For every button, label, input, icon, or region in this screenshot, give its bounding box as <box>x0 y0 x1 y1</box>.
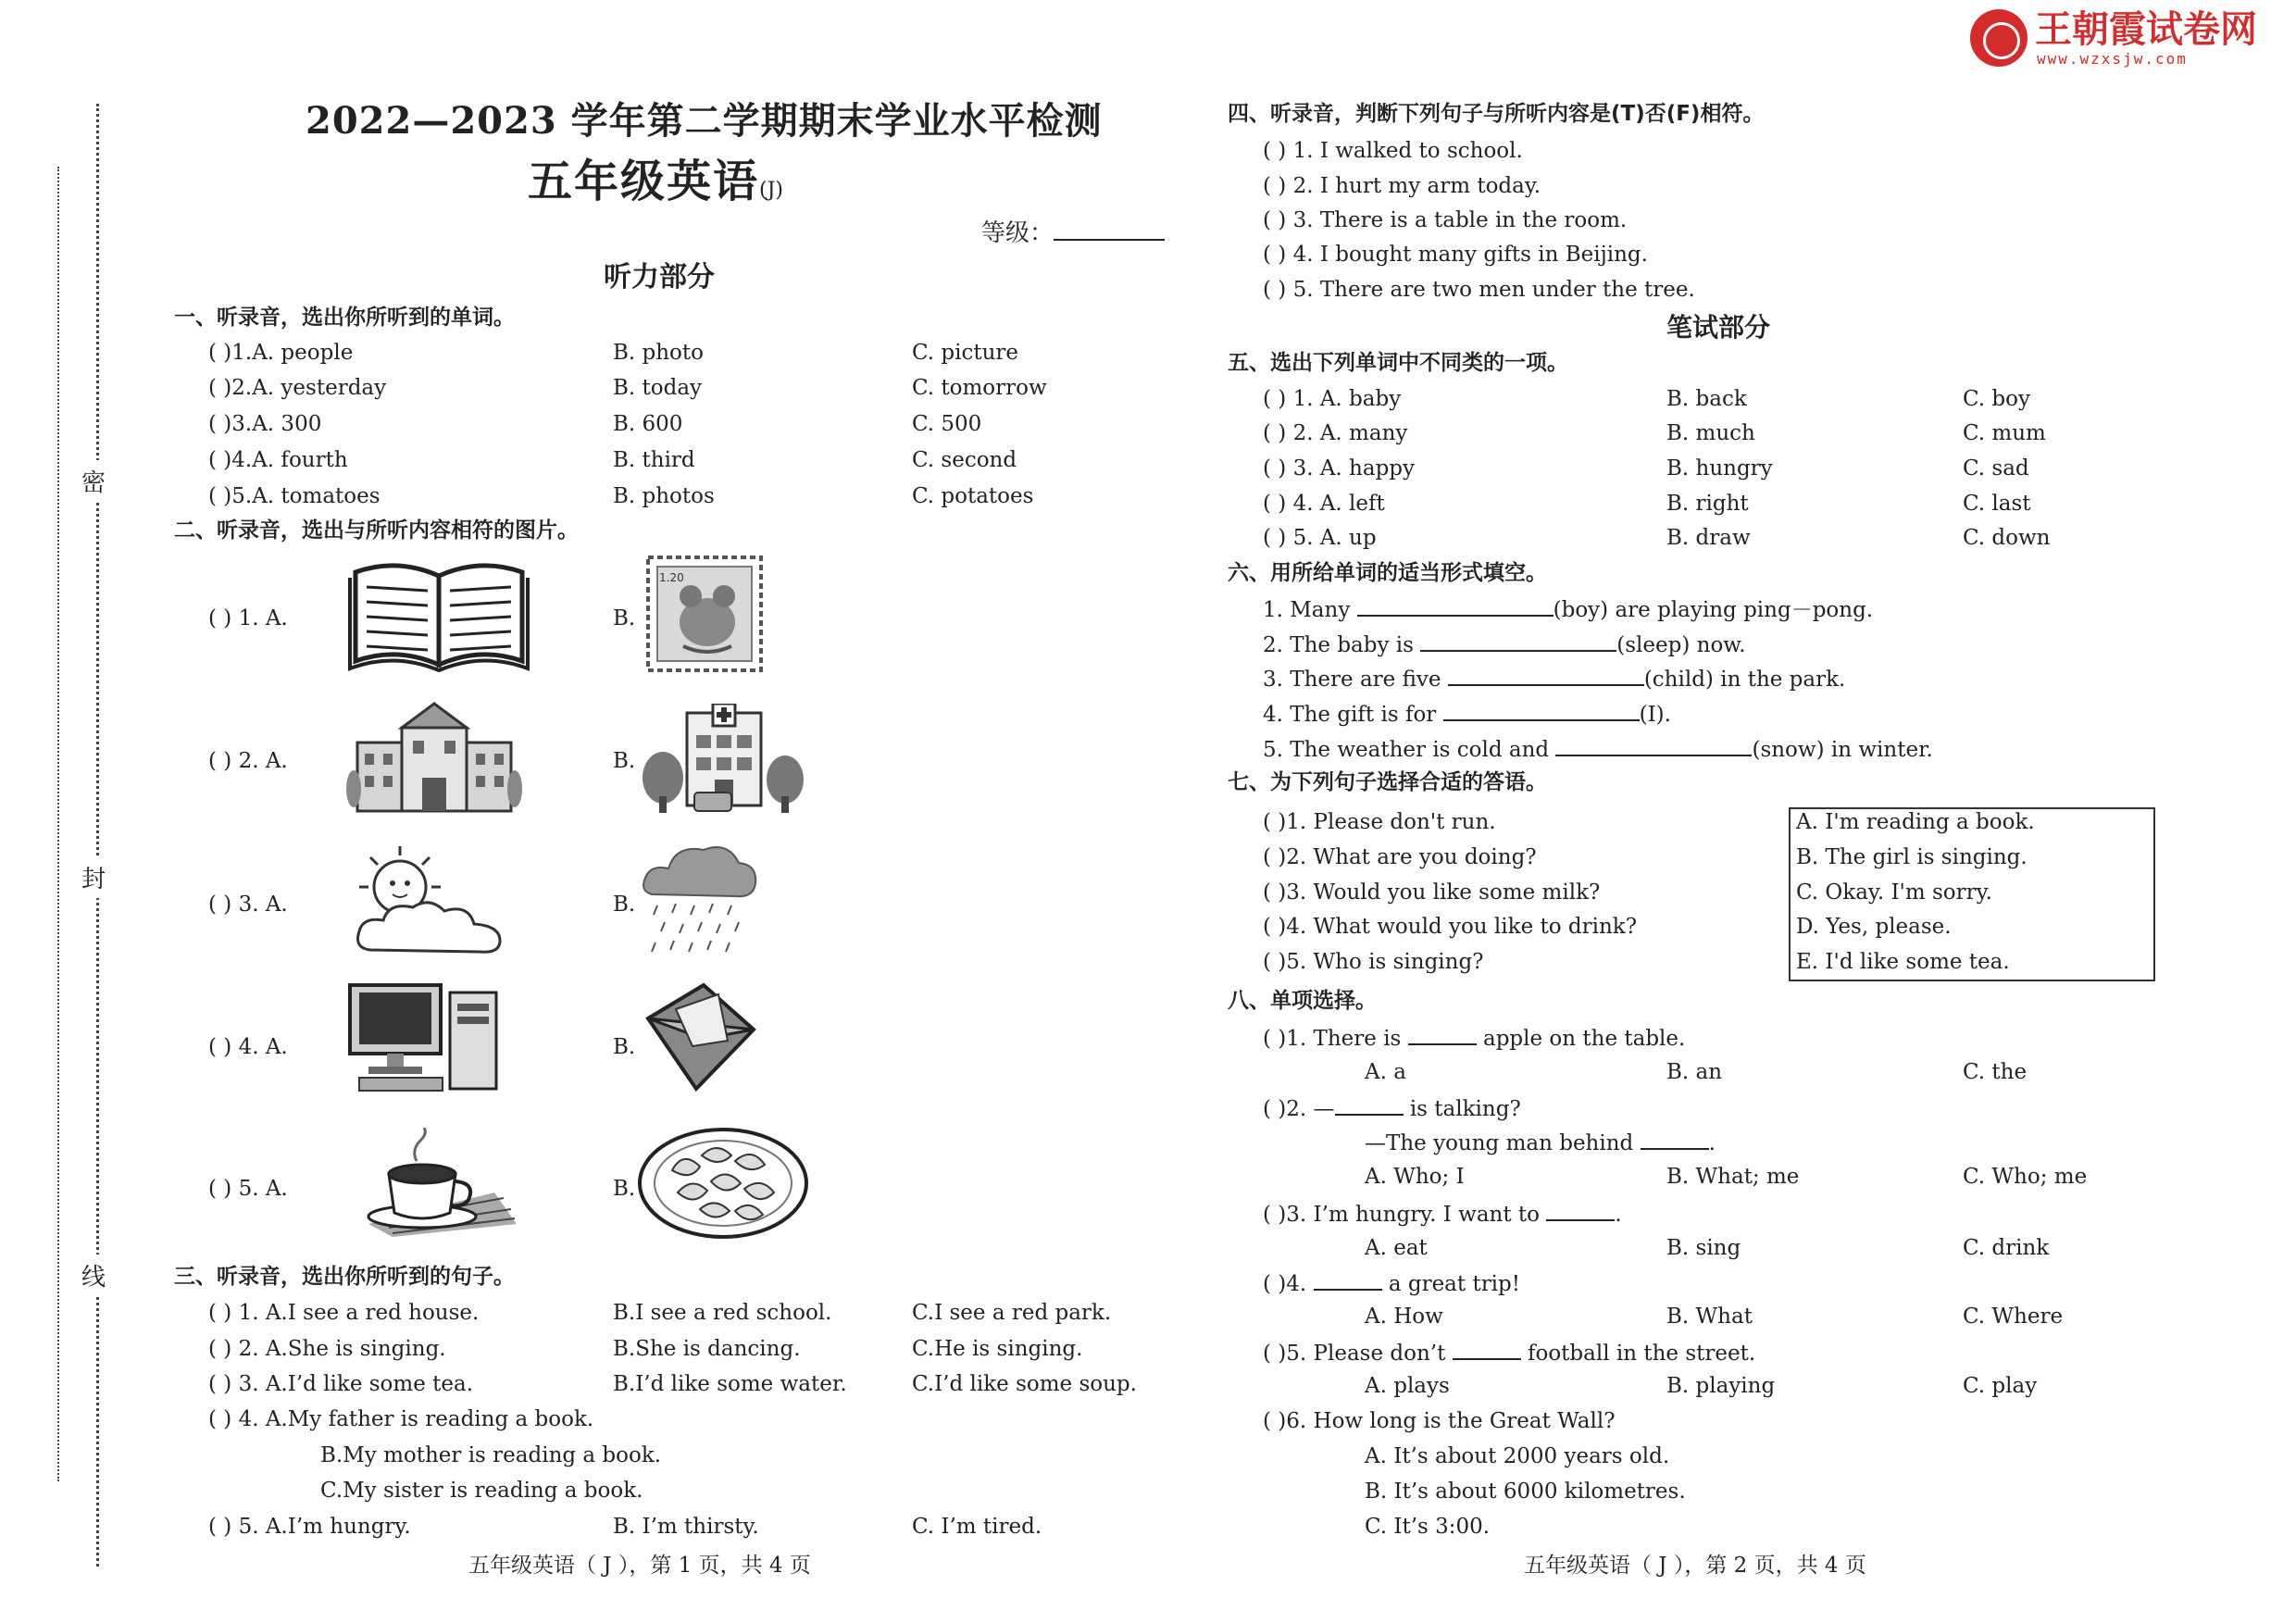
s8-q3-c: C. drink <box>1963 1236 2050 1260</box>
footer-left: 五年级英语（ J ），第 1 页，共 4 页 <box>468 1554 811 1578</box>
section-1-title: 一、听录音，选出你所听到的单词。 <box>174 306 515 330</box>
s1-q3: ( )3.A. 300 <box>208 412 322 436</box>
s6-q1-blank[interactable] <box>1357 594 1554 617</box>
s2-q4-b: B. <box>613 1035 636 1059</box>
s8-q2: ( )2. — is talking? <box>1263 1093 1521 1123</box>
book-icon <box>346 556 531 674</box>
s4-q2: ( ) 2. I hurt my arm today. <box>1263 174 1541 198</box>
s7-answer-e: E. I'd like some tea. <box>1796 950 2010 974</box>
listening-title: 听力部分 <box>604 261 715 293</box>
s1-q5: ( )5.A. tomatoes <box>208 484 381 508</box>
s1-q5-b: B. photos <box>613 484 715 508</box>
s7-answer-a: A. I'm reading a book. <box>1796 810 2035 834</box>
s5-q4-b: B. right <box>1666 492 1749 516</box>
s5-q4: ( ) 4. A. left <box>1263 492 1385 516</box>
section-6-title: 六、用所给单词的适当形式填空。 <box>1228 561 1547 585</box>
s1-q2-c: C. tomorrow <box>912 376 1047 400</box>
s2-q3-b: B. <box>613 893 636 917</box>
s6-q2-blank[interactable] <box>1420 630 1616 652</box>
s2-q1: ( ) 1. A. <box>208 606 288 630</box>
s6-q2: 2. The baby is (sleep) now. <box>1263 630 1746 659</box>
s1-q4-c: C. second <box>912 448 1017 472</box>
s8-q4-blank[interactable] <box>1314 1268 1382 1291</box>
s8-q3: ( )3. I’m hungry. I want to . <box>1263 1199 1622 1229</box>
footer-right: 五年级英语（ J ），第 2 页，共 4 页 <box>1524 1554 1866 1578</box>
s8-q2-b: B. What; me <box>1666 1165 1800 1189</box>
s3-q5-b: B. I’m thirsty. <box>613 1515 759 1539</box>
grade-field[interactable]: 等级： <box>981 218 1165 247</box>
s2-q4: ( ) 4. A. <box>208 1035 288 1059</box>
s4-q5: ( ) 5. There are two men under the tree. <box>1263 278 1695 302</box>
s8-q5-b: B. playing <box>1666 1374 1776 1398</box>
brand-name: 王朝霞试卷网 <box>2035 8 2257 51</box>
s3-q5: ( ) 5. A.I’m hungry. <box>208 1515 411 1539</box>
s6-q4: 4. The gift is for (I). <box>1263 699 1671 729</box>
s8-q5-a: A. plays <box>1365 1374 1450 1398</box>
s1-q1: ( )1.A. people <box>208 341 354 365</box>
s3-q4: ( ) 4. A.My father is reading a book. <box>208 1407 594 1431</box>
s2-q3: ( ) 3. A. <box>208 893 288 917</box>
s2-q5-b: B. <box>613 1177 636 1201</box>
hospital-icon <box>641 704 807 815</box>
stamp-value: 1.20 <box>659 571 684 584</box>
s8-q4-c: C. Where <box>1963 1305 2064 1329</box>
dumplings-icon <box>635 1124 811 1241</box>
s1-q4-b: B. third <box>613 448 695 472</box>
s7-q2: ( )2. What are you doing? <box>1263 845 1537 869</box>
s1-q5-c: C. potatoes <box>912 484 1034 508</box>
s6-q4-blank[interactable] <box>1443 699 1640 721</box>
s7-answer-b: B. The girl is singing. <box>1796 845 2028 869</box>
s5-q4-c: C. last <box>1963 492 2031 516</box>
s8-q4-a: A. How <box>1365 1305 1443 1329</box>
s3-q2-c: C.He is singing. <box>912 1337 1083 1361</box>
s5-q2-c: C. mum <box>1963 421 2046 445</box>
s7-q1: ( )1. Please don't run. <box>1263 810 1496 834</box>
tea-cup-icon <box>346 1128 522 1239</box>
rain-icon <box>639 837 759 961</box>
school-icon <box>346 700 522 813</box>
s1-q4: ( )4.A. fourth <box>208 448 348 472</box>
s8-q6-a: A. It’s about 2000 years old. <box>1365 1444 1670 1468</box>
binding-xian: 线 <box>81 1255 106 1296</box>
envelope-icon <box>639 981 759 1092</box>
exam-subtitle: 五年级英语(J) <box>528 156 784 207</box>
s7-q3: ( )3. Would you like some milk? <box>1263 880 1601 905</box>
s6-q3-blank[interactable] <box>1448 664 1644 686</box>
s8-q3-blank[interactable] <box>1546 1199 1615 1221</box>
stamp-icon <box>646 556 763 672</box>
s7-q5: ( )5. Who is singing? <box>1263 950 1484 974</box>
section-2-title: 二、听录音，选出与所听内容相符的图片。 <box>174 518 579 543</box>
s3-q4-b: B.My mother is reading a book. <box>320 1443 662 1467</box>
s8-q1-b: B. an <box>1666 1060 1723 1084</box>
s8-q2-blank2[interactable] <box>1641 1128 1709 1150</box>
seal-icon <box>1970 9 2028 67</box>
brand-logo <box>1970 9 2266 67</box>
s7-answer-d: D. Yes, please. <box>1796 915 1952 939</box>
s8-q6: ( )6. How long is the Great Wall? <box>1263 1409 1616 1433</box>
s5-q1-c: C. boy <box>1963 387 2030 411</box>
s8-q6-b: B. It’s about 6000 kilometres. <box>1365 1479 1686 1504</box>
s8-q6-c: C. It’s 3:00. <box>1365 1515 1491 1539</box>
s3-q5-c: C. I’m tired. <box>912 1515 1042 1539</box>
s7-q4: ( )4. What would you like to drink? <box>1263 915 1638 939</box>
s5-q3: ( ) 3. A. happy <box>1263 456 1416 481</box>
s5-q2-b: B. much <box>1666 421 1755 445</box>
s5-q3-b: B. hungry <box>1666 456 1773 481</box>
s3-q4-c: C.My sister is reading a book. <box>320 1479 643 1503</box>
s8-q1-c: C. the <box>1963 1060 2028 1084</box>
s3-q3: ( ) 3. A.I’d like some tea. <box>208 1372 474 1396</box>
s6-q1: 1. Many (boy) are playing ping－pong. <box>1263 594 1873 624</box>
s4-q4: ( ) 4. I bought many gifts in Beijing. <box>1263 243 1648 267</box>
sunny-cloud-icon <box>352 843 509 957</box>
s8-q5-c: C. play <box>1963 1374 2038 1398</box>
s8-q1-blank[interactable] <box>1408 1023 1477 1045</box>
s2-q5: ( ) 5. A. <box>208 1177 288 1201</box>
binding-feng: 封 <box>81 856 106 898</box>
exam-title: 2022—2023 学年第二学期期末学业水平检测 <box>306 99 1103 143</box>
s3-q2-b: B.She is dancing. <box>613 1337 801 1361</box>
section-3-title: 三、听录音，选出你所听到的句子。 <box>174 1265 515 1289</box>
s2-q2: ( ) 2. A. <box>208 749 288 773</box>
s3-q1-b: B.I see a red school. <box>613 1301 832 1325</box>
s8-q2-reply: —The young man behind . <box>1365 1128 1716 1157</box>
s3-q3-c: C.I’d like some soup. <box>912 1372 1137 1396</box>
s2-q1-b: B. <box>613 606 636 630</box>
s5-q1-b: B. back <box>1666 387 1747 411</box>
s1-q2: ( )2.A. yesterday <box>208 376 387 400</box>
written-title: 笔试部分 <box>1666 312 1771 343</box>
s8-q2-c: C. Who; me <box>1963 1165 2088 1189</box>
brand-url: www.wzxsjw.com <box>2037 50 2188 68</box>
s8-q3-a: A. eat <box>1365 1236 1428 1260</box>
s8-q2-a: A. Who; I <box>1365 1165 1465 1189</box>
s8-q1-a: A. a <box>1365 1060 1406 1084</box>
s7-answer-c: C. Okay. I'm sorry. <box>1796 880 1992 905</box>
section-7-title: 七、为下列句子选择合适的答语。 <box>1228 770 1547 794</box>
s5-q1: ( ) 1. A. baby <box>1263 387 1402 411</box>
s1-q2-b: B. today <box>613 376 703 400</box>
s6-q5: 5. The weather is cold and (snow) in winter. <box>1263 734 1933 764</box>
s3-q2: ( ) 2. A.She is singing. <box>208 1337 446 1361</box>
s8-q5: ( )5. Please don’t football in the street. <box>1263 1338 1755 1367</box>
s3-q3-b: B.I’d like some water. <box>613 1372 847 1396</box>
section-4-title: 四、听录音，判断下列句子与所听内容是(T)否(F)相符。 <box>1228 102 1765 126</box>
s2-q2-b: B. <box>613 749 636 773</box>
s8-q1: ( )1. There is apple on the table. <box>1263 1023 1685 1053</box>
s3-q1: ( ) 1. A.I see a red house. <box>208 1301 480 1325</box>
s5-q2: ( ) 2. A. many <box>1263 421 1408 445</box>
s4-q3: ( ) 3. There is a table in the room. <box>1263 208 1628 232</box>
s5-q3-c: C. sad <box>1963 456 2029 481</box>
s8-q3-b: B. sing <box>1666 1236 1741 1260</box>
binding-line <box>96 104 99 1567</box>
s5-q5-c: C. down <box>1963 526 2051 550</box>
s1-q3-c: C. 500 <box>912 412 982 436</box>
computer-icon <box>346 981 504 1094</box>
s6-q5-blank[interactable] <box>1555 734 1752 756</box>
s1-q1-c: C. picture <box>912 341 1019 365</box>
section-8-title: 八、单项选择。 <box>1228 989 1377 1013</box>
s1-q3-b: B. 600 <box>613 412 683 436</box>
s8-q5-blank[interactable] <box>1453 1338 1521 1360</box>
s3-q1-c: C.I see a red park. <box>912 1301 1112 1325</box>
section-5-title: 五、选出下列单词中不同类的一项。 <box>1228 351 1568 375</box>
binding-line-outer <box>57 167 59 1481</box>
s8-q4: ( )4. a great trip! <box>1263 1268 1520 1298</box>
s5-q5: ( ) 5. A. up <box>1263 526 1377 550</box>
binding-mi: 密 <box>81 460 106 502</box>
s1-q1-b: B. photo <box>613 341 704 365</box>
s8-q4-b: B. What <box>1666 1305 1753 1329</box>
s6-q3: 3. There are five (child) in the park. <box>1263 664 1845 693</box>
s8-q2-blank1[interactable] <box>1335 1093 1404 1116</box>
s4-q1: ( ) 1. I walked to school. <box>1263 139 1523 163</box>
s5-q5-b: B. draw <box>1666 526 1751 550</box>
